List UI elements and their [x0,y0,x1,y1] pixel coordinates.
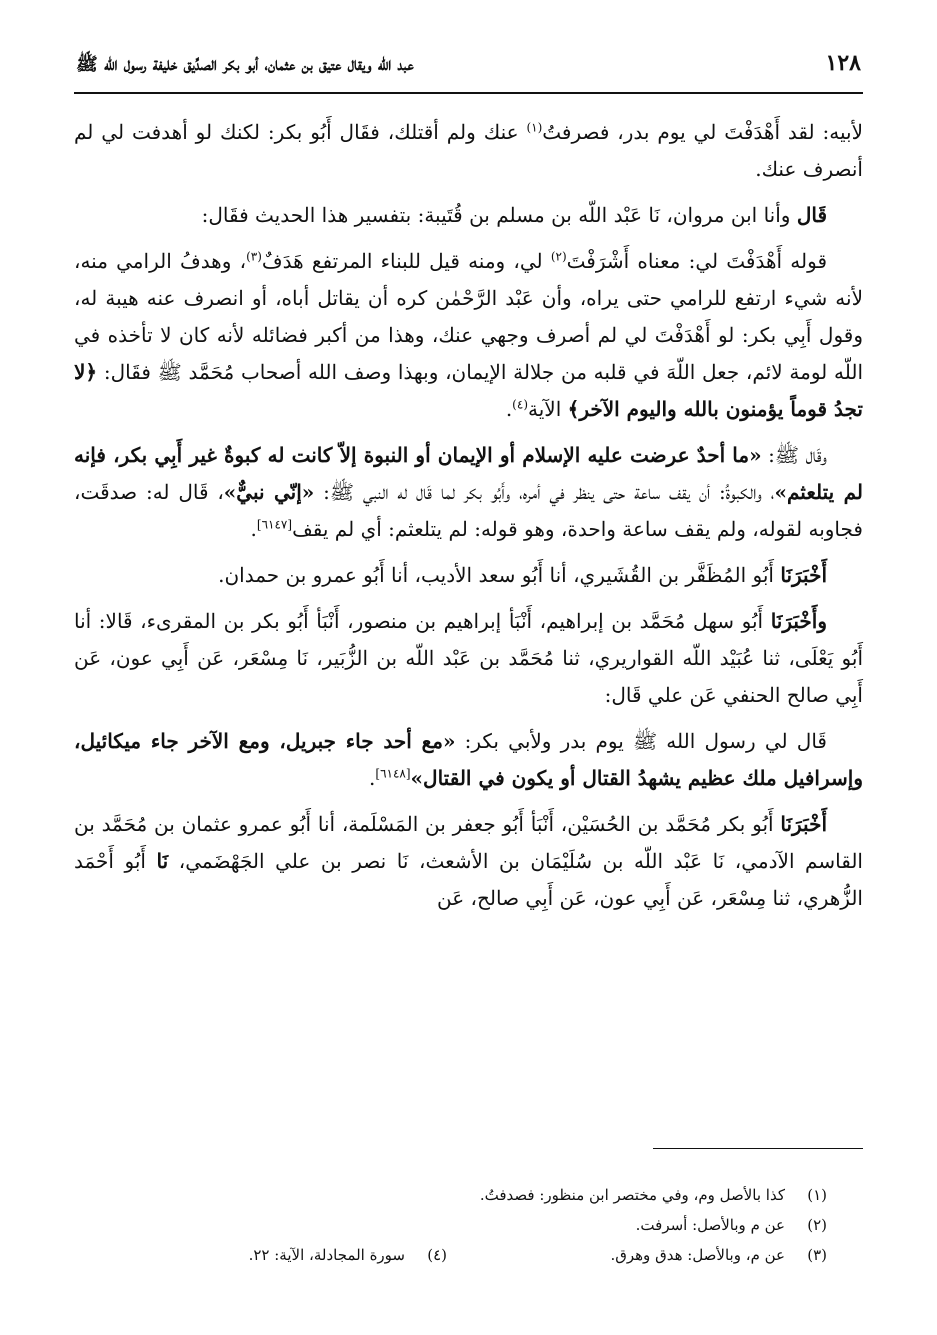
text-segment: ، قَال له: صدقَت، فجاوبه لقوله، ولم يقف ساعة واحدة، وهو قوله: لم يتلعثم: أي لم يقف [74,480,863,541]
footnote-text: سورة المجادلة، الآية: ٢٢. [248,1246,405,1264]
page-number: ١٢٨ [825,50,861,76]
text-segment: أَبُو سهل مُحَمَّد بن إبراهيم، أَنْبَأ إبراهيم بن منصور، أَنْبَأ أَبُو بكر بن المقرىء، قَالا: أنا أَبُو يَعْلَى، ثنا عُبَيْد اللّه القواريري، ثنا مُحَمَّد بن عَبْد اللّه بن الزُّبَير، نَا مِسْعَر، عَن أَبِي عون، عَن أَبِي صالح الحنفي عَن علي قَال: [74,609,863,707]
text-segment: ، والكبوةُ: أن يقف ساعة حتى ينظر في أمره، وأَبُو بكر لما قَال له النبي ﷺ: [314,480,775,504]
text-segment: أَبُو أَحْمَد الزُّهري، ثنا مِسْعَر، عَن أَبِي عون، عَن أَبِي صالح، عَن [74,849,863,910]
narration-lead: أَخْبَرَنَا [780,812,827,836]
footnotes [74,1180,827,1270]
footnote-text: عن م وبالأصل: أسرفت. [635,1216,785,1234]
footnote-marker: [٦١٤٨] [375,766,411,781]
text-segment: أَبُو المُظَفَّر بن القُشَيري، أنا أَبُو سعد الأديب، أنا أَبُو عمرو بن حمدان. [218,563,781,587]
footnote [636,1210,827,1240]
text-segment: قَال لي رسول الله ﷺ يوم بدر ولأبي بكر: [455,729,827,753]
text-segment: وقَال ﷺ: [761,443,827,467]
footnote-rule [653,1148,863,1149]
narration-lead: قَال [796,203,827,227]
header-rule [74,92,863,94]
narration-lead: وأَخْبَرَنَا [770,609,827,633]
hadith-quote: «إنّي نبيٌّ» [223,480,315,504]
footnote-number: (٢) [807,1216,827,1234]
text-segment: قوله أَهْدَفْتَ لي: معناه أَشْرَفْتَ [566,249,828,273]
footnote-number: (٤) [427,1246,447,1264]
main-text [74,114,863,917]
footnote-marker: (١) [526,120,543,135]
paragraph [74,806,863,917]
footnote-marker: [٦١٤٧] [256,517,293,532]
footnote-marker: (٤) [512,397,528,412]
text-segment: . [250,517,257,541]
text-segment: لأبيه: لقد أَهْدَفْتَ لي يوم بدر، فصرفتُ [542,120,864,144]
paragraph [74,723,863,797]
footnote-number: (٣) [807,1246,827,1264]
text-segment: الآية [528,397,568,421]
footnote-marker: (٢) [550,249,567,264]
text-segment: لي، ومنه قيل للبناء المرتفع هَدَفٌ [261,249,551,273]
footnote-row [74,1180,827,1210]
footnote-marker: (٣) [246,249,262,264]
footnote [480,1180,827,1210]
footnote [249,1240,447,1270]
running-title: عبد اللّه ويقال عتيق بن عثمان، أبو بكر الصدِّيق خليفة رسول الله ﷺ [76,54,414,75]
paragraph [74,243,863,428]
paragraph [74,603,863,714]
text-segment: ، وهدفُ الرامي منه، لأنه شيء ارتفع للرامي حتى يراه، وأن عَبْد الرَّحْمٰن كره أن يقاتل أباه، أو انصرف عنه هيبة له، وقول أَبِي بكر: لو أَهْدَفْتَ لي لم أصرف وجهي عنك، وهذا من أكبر فضائله لأنه كان لا تأخذه في اللّه لومة لائم، جعل اللّهَ في قلبه من جلالة الإيمان، وبهذا وصف الله أصحاب مُحَمَّد ﷺ فقَال: [74,249,863,384]
footnote-text: كذا بالأصل وم، وفي مختصر ابن منظور: فصدفتُ. [479,1186,785,1204]
paragraph [74,437,863,548]
hadith-quote: «مع أحد جاء جبريل، ومع الآخر جاء ميكائيل، وإسرافيل ملك عظيم يشهدُ القتال أو يكون في القتال» [74,729,863,790]
narration-lead: نَا [156,849,169,873]
paragraph [74,114,863,188]
running-header [74,50,863,90]
narration-lead: أَخْبَرَنَا [780,563,827,587]
text-segment: . [505,397,513,421]
text-segment: وأنا ابن مروان، نَا عَبْد اللّه بن مسلم بن قُتَيبة: بتفسير هذا الحديث فقَال: [201,203,797,227]
footnote-row [74,1240,827,1270]
footnote-number: (١) [807,1186,827,1204]
footnote-text: عن م، وبالأصل: هدق وهرق. [610,1246,785,1264]
paragraph [74,557,863,594]
text-segment: . [369,766,376,790]
text-segment: عنك ولم أقتلك، فقَال أَبُو بكر: لكنك لو أهدفت لي لم أنصرف عنك. [74,120,863,181]
paragraph [74,197,863,234]
quran-quote: ﴿لا تجدُ قوماً يؤمنون بالله واليوم الآخر﴾ [74,360,863,421]
text-segment: أَبُو بكر مُحَمَّد بن الحُسَيْن، أَنْبَأ أَبُو جعفر بن المَسْلَمة، أنا أَبُو عمرو عثمان بن مُحَمَّد بن القاسم الآدمي، نَا عَبْد اللّه بن سُلَيْمَان بن الأشعث، نَا نصر بن علي الجَهْضَمي، [74,812,863,873]
footnote [447,1240,827,1270]
footnote-row [74,1210,827,1240]
hadith-quote: «ما أحدٌ عرضت عليه الإسلام أو الإيمان أو النبوة إلاّ كانت له كبوةٌ غير أَبِي بكر، فإنه لم يتلعثم» [74,443,864,504]
